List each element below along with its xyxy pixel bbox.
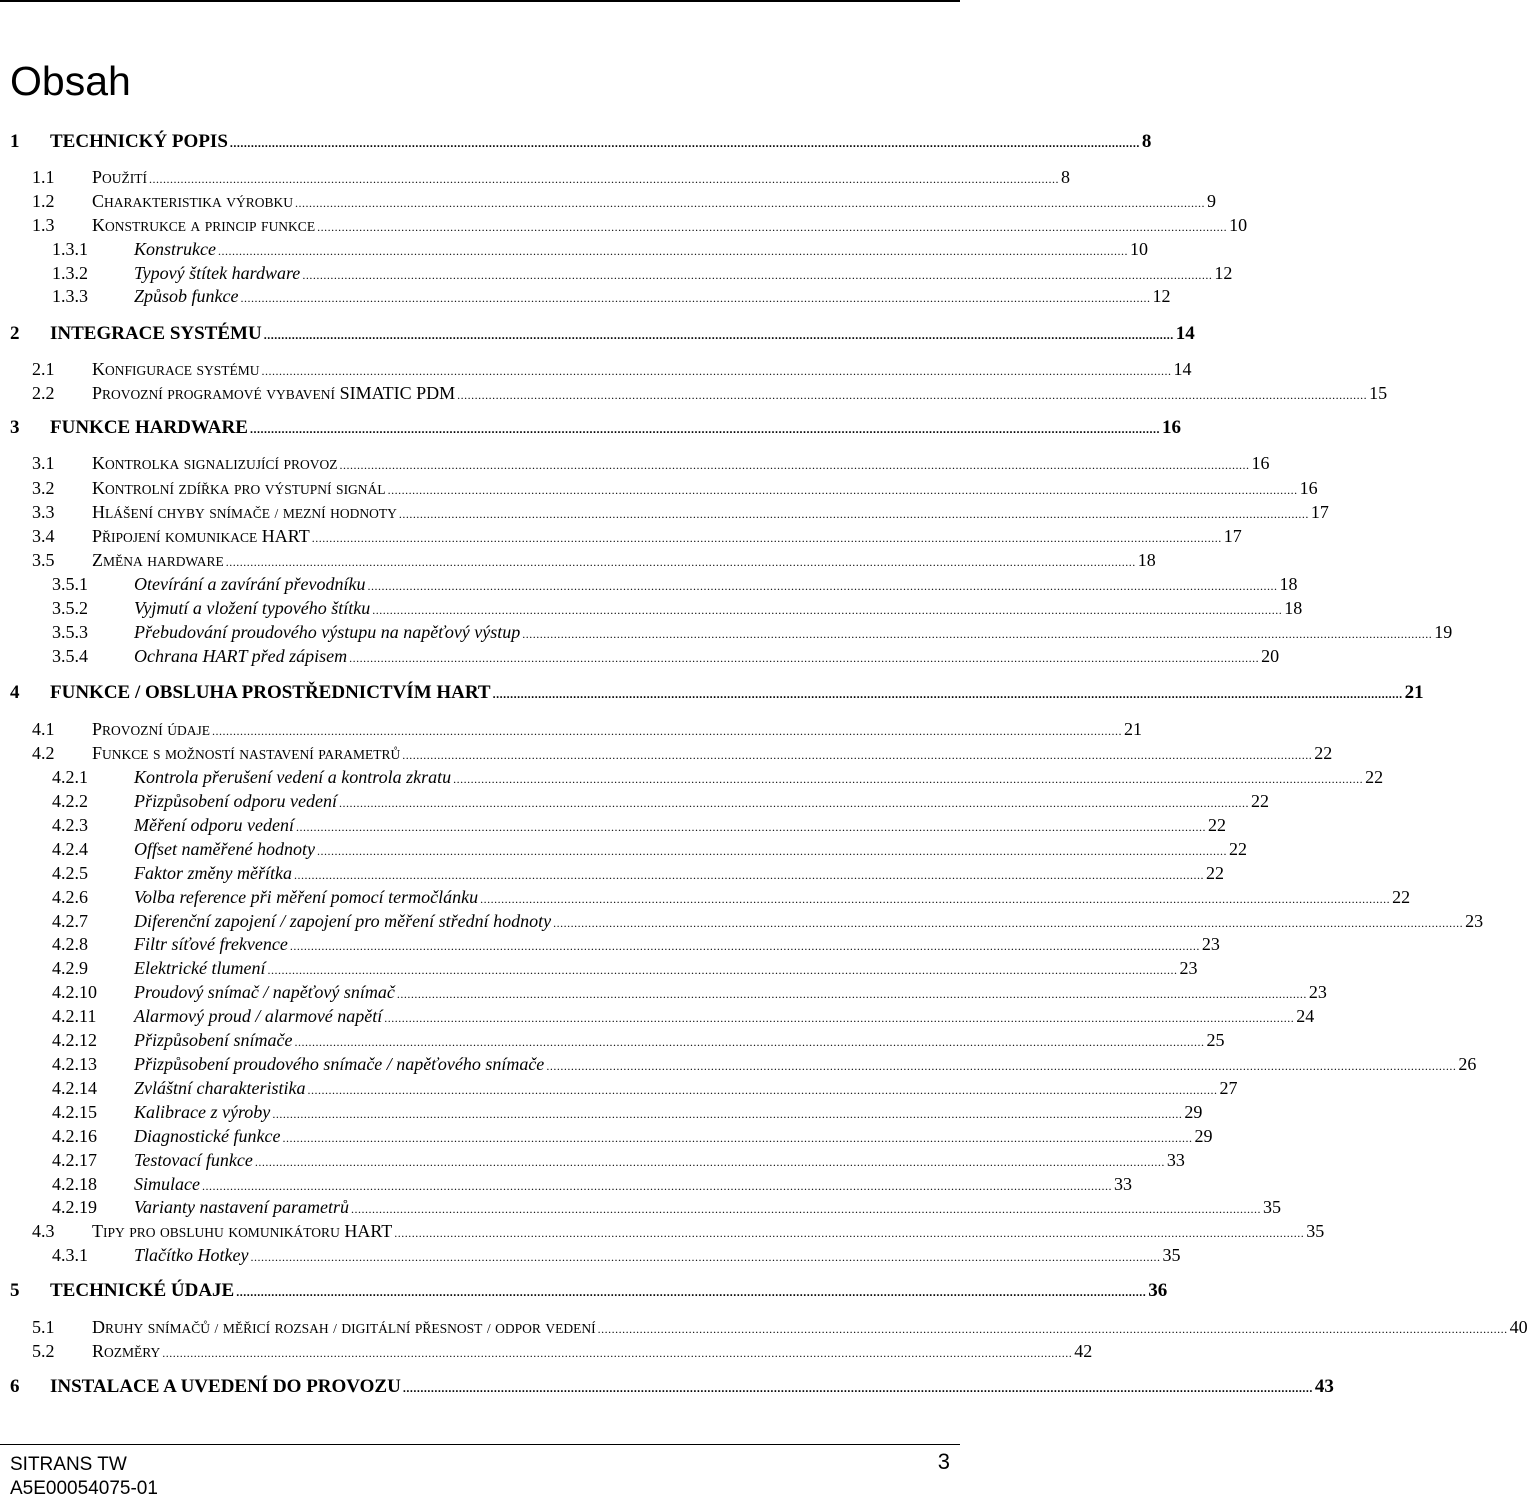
- toc-entry-title: Diferenční zapojení / zapojení pro měření střední hodnoty: [134, 911, 552, 931]
- toc-entry-title: TECHNICKÉ ÚDAJE: [50, 1280, 235, 1301]
- toc-entry-page: 17: [1310, 502, 1329, 522]
- toc-entry-number: 3.5.3: [52, 622, 88, 642]
- toc-dot-leader: ....................................................................................................................................................................................................................................................................: [240, 291, 1151, 305]
- toc-dot-leader: ....................................................................................................................................................................................................................................................................: [254, 1155, 1165, 1169]
- toc-entry-page: 29: [1184, 1102, 1203, 1122]
- toc-dot-leader: ....................................................................................................................................................................................................................................................................: [338, 796, 1249, 810]
- toc-dot-leader: ....................................................................................................................................................................................................................................................................: [250, 1250, 1161, 1264]
- toc-entry-title: FUNKCE S MOŽNOSTÍ NASTAVENÍ PARAMETRŮ: [92, 743, 401, 763]
- toc-entry-page: 23: [1201, 934, 1220, 954]
- toc-entry-page: 22: [1250, 791, 1269, 811]
- toc-entry[interactable]: [0, 910, 1484, 934]
- toc-entry-number: 4: [10, 682, 20, 703]
- footer-document-code: A5E00054075-01: [10, 1478, 158, 1499]
- toc-entry-page: 19: [1434, 622, 1453, 642]
- toc-entry[interactable]: [0, 525, 1242, 549]
- toc-dot-leader: ....................................................................................................................................................................................................................................................................: [453, 772, 1364, 786]
- toc-entry[interactable]: [0, 597, 1303, 621]
- toc-dot-leader: ....................................................................................................................................................................................................................................................................: [402, 748, 1313, 762]
- toc-entry-title: Přebudování proudového výstupu na napěťový výstup: [134, 622, 521, 642]
- toc-dot-leader: ....................................................................................................................................................................................................................................................................: [372, 603, 1283, 617]
- toc-entry[interactable]: [0, 1376, 1334, 1399]
- toc-entry-number: 4.2.12: [52, 1030, 97, 1050]
- toc-entry[interactable]: [0, 382, 1388, 406]
- toc-entry-number: 1.2: [32, 191, 55, 211]
- toc-entry-title: POUŽITÍ: [92, 167, 147, 187]
- footer-page-number: 3: [937, 1449, 950, 1474]
- toc-entry-page: 22: [1207, 815, 1226, 835]
- toc-entry-number: 3.1: [32, 453, 55, 473]
- toc-entry-number: 4.2: [32, 743, 55, 763]
- toc-dot-leader: ....................................................................................................................................................................................................................................................................: [293, 868, 1204, 882]
- toc-entry-page: 14: [1175, 323, 1195, 344]
- footer-rule: [0, 1444, 960, 1445]
- toc-entry-title: Testovací funkce: [134, 1150, 253, 1170]
- toc-entry-page: 35: [1262, 1197, 1281, 1217]
- toc-entry-page: 20: [1261, 646, 1280, 666]
- toc-entry-page: 23: [1308, 982, 1327, 1002]
- toc-entry-number: 4.2.10: [52, 982, 97, 1002]
- toc-dot-leader: ....................................................................................................................................................................................................................................................................: [350, 1202, 1261, 1216]
- toc-entry[interactable]: [0, 501, 1329, 525]
- toc-entry-page: 27: [1219, 1078, 1238, 1098]
- toc-dot-leader: ....................................................................................................................................................................................................................................................................: [316, 844, 1227, 858]
- toc-dot-leader: ....................................................................................................................................................................................................................................................................: [492, 687, 1403, 701]
- toc-entry-number: 4.2.18: [52, 1174, 97, 1194]
- toc-entry[interactable]: [0, 766, 1384, 790]
- toc-entry-page: 8: [1061, 167, 1070, 187]
- toc-entry-number: 5: [10, 1280, 20, 1301]
- toc-entry-number: 1.3.3: [52, 286, 88, 306]
- toc-entry-number: 1: [10, 131, 20, 152]
- toc-entry-number: 4.2.1: [52, 767, 88, 787]
- toc-entry[interactable]: [0, 238, 1148, 262]
- toc-entry[interactable]: [0, 1053, 1477, 1077]
- toc-dot-leader: ....................................................................................................................................................................................................................................................................: [398, 507, 1309, 521]
- toc-entry-page: 15: [1369, 383, 1388, 403]
- toc-entry-title: DRUHY SNÍMAČŮ / MĚŘICÍ ROZSAH / DIGITÁLNÍ PŘESNOST / ODPOR VEDENÍ: [92, 1317, 596, 1337]
- toc-dot-leader: ....................................................................................................................................................................................................................................................................: [295, 196, 1206, 210]
- toc-dot-leader: ....................................................................................................................................................................................................................................................................: [394, 1226, 1305, 1240]
- toc-entry-page: 10: [1229, 215, 1248, 235]
- toc-entry-title: PROVOZNÍ PROGRAMOVÉ VYBAVENÍ SIMATIC PDM: [92, 383, 456, 403]
- toc-entry[interactable]: [0, 933, 1220, 957]
- toc-entry-page: 18: [1279, 574, 1298, 594]
- toc-entry-number: 4.2.14: [52, 1078, 97, 1098]
- toc-entry[interactable]: [0, 262, 1233, 286]
- toc-dot-leader: ....................................................................................................................................................................................................................................................................: [162, 1346, 1073, 1360]
- toc-entry-title: INTEGRACE SYSTÉMU: [50, 323, 262, 344]
- toc-entry-page: 18: [1284, 598, 1303, 618]
- toc-entry[interactable]: [0, 1149, 1185, 1173]
- toc-entry[interactable]: [0, 1101, 1203, 1125]
- toc-entry-number: 4.2.16: [52, 1126, 97, 1146]
- toc-entry[interactable]: [0, 166, 1070, 190]
- toc-entry[interactable]: [0, 214, 1248, 238]
- toc-entry-page: 22: [1365, 767, 1384, 787]
- toc-entry-page: 43: [1314, 1376, 1334, 1397]
- toc-entry-number: 4.2.13: [52, 1054, 97, 1074]
- toc-entry-number: 5.1: [32, 1317, 55, 1337]
- toc-entry-number: 3.5.2: [52, 598, 88, 618]
- toc-entry-page: 21: [1124, 719, 1143, 739]
- toc-entry[interactable]: [0, 131, 1152, 154]
- toc-dot-leader: ....................................................................................................................................................................................................................................................................: [201, 1179, 1112, 1193]
- toc-dot-leader: ....................................................................................................................................................................................................................................................................: [457, 388, 1368, 402]
- toc-entry[interactable]: [0, 1280, 1168, 1303]
- toc-entry[interactable]: [0, 886, 1411, 910]
- toc-entry-title: KONTROLNÍ ZDÍŘKA PRO VÝSTUPNÍ SIGNÁL: [92, 478, 386, 498]
- toc-entry[interactable]: [0, 1125, 1213, 1149]
- toc-dot-leader: ....................................................................................................................................................................................................................................................................: [553, 916, 1464, 930]
- toc-entry-page: 14: [1173, 359, 1192, 379]
- toc-dot-leader: ....................................................................................................................................................................................................................................................................: [249, 422, 1160, 436]
- toc-entry-page: 24: [1296, 1006, 1315, 1026]
- toc-entry[interactable]: [0, 477, 1318, 501]
- toc-entry-number: 4.2.19: [52, 1197, 97, 1217]
- toc-entry-page: 22: [1314, 743, 1333, 763]
- toc-dot-leader: ....................................................................................................................................................................................................................................................................: [229, 136, 1140, 150]
- toc-entry-title: Kontrola přerušení vedení a kontrola zkratu: [134, 767, 452, 787]
- toc-entry-number: 1.3.1: [52, 239, 88, 259]
- toc-entry[interactable]: [0, 1244, 1181, 1268]
- toc-entry-page: 16: [1299, 478, 1318, 498]
- toc-entry-title: KONTROLKA SIGNALIZUJÍCÍ PROVOZ: [92, 453, 338, 473]
- toc-entry-title: Způsob funkce: [134, 286, 239, 306]
- toc-entry[interactable]: [0, 573, 1298, 597]
- footer-product-name: SITRANS TW: [10, 1454, 127, 1475]
- toc-entry-number: 3.5.1: [52, 574, 88, 594]
- toc-entry-page: 33: [1166, 1150, 1185, 1170]
- toc-entry[interactable]: [0, 1173, 1132, 1197]
- toc-dot-leader: ....................................................................................................................................................................................................................................................................: [282, 1131, 1193, 1145]
- toc-dot-leader: ....................................................................................................................................................................................................................................................................: [302, 268, 1213, 282]
- toc-entry-page: 12: [1152, 286, 1171, 306]
- toc-entry-number: 4.2.15: [52, 1102, 97, 1122]
- toc-entry-title: INSTALACE A UVEDENÍ DO PROVOZU: [50, 1376, 401, 1397]
- toc-entry-page: 12: [1214, 263, 1233, 283]
- toc-entry-page: 35: [1162, 1245, 1181, 1265]
- toc-entry-number: 4.2.9: [52, 958, 88, 978]
- toc-entry-title: Kalibrace z výroby: [134, 1102, 271, 1122]
- toc-entry-number: 3.4: [32, 526, 55, 546]
- toc-dot-leader: ....................................................................................................................................................................................................................................................................: [263, 328, 1174, 342]
- toc-entry-title: Proudový snímač / napěťový snímač: [134, 982, 395, 1002]
- toc-entry[interactable]: [0, 1340, 1093, 1364]
- toc-entry-number: 2: [10, 323, 20, 344]
- toc-entry[interactable]: [0, 1077, 1238, 1101]
- toc-entry-title: Vyjmutí a vložení typového štítku: [134, 598, 371, 618]
- toc-entry[interactable]: [0, 1316, 1528, 1340]
- toc-entry-page: 18: [1137, 550, 1156, 570]
- toc-entry[interactable]: [0, 549, 1156, 573]
- toc-entry-title: PROVOZNÍ ÚDAJE: [92, 719, 211, 739]
- toc-entry[interactable]: [0, 742, 1333, 766]
- toc-entry-page: 8: [1141, 131, 1152, 152]
- toc-entry-title: Diagnostické funkce: [134, 1126, 281, 1146]
- toc-dot-leader: ....................................................................................................................................................................................................................................................................: [384, 1011, 1295, 1025]
- toc-dot-leader: ....................................................................................................................................................................................................................................................................: [261, 364, 1172, 378]
- toc-entry-title: Ochrana HART před zápisem: [134, 646, 348, 666]
- toc-entry-page: 21: [1404, 682, 1424, 703]
- toc-entry-title: HLÁŠENÍ CHYBY SNÍMAČE / MEZNÍ HODNOTY: [92, 502, 397, 522]
- toc-entry[interactable]: [0, 1029, 1225, 1053]
- toc-entry-title: CHARAKTERISTIKA VÝROBKU: [92, 191, 294, 211]
- toc-dot-leader: ....................................................................................................................................................................................................................................................................: [295, 820, 1206, 834]
- toc-entry-page: 22: [1228, 839, 1247, 859]
- toc-dot-leader: ....................................................................................................................................................................................................................................................................: [225, 555, 1136, 569]
- toc-dot-leader: ....................................................................................................................................................................................................................................................................: [522, 627, 1433, 641]
- toc-entry-number: 3: [10, 417, 20, 438]
- toc-dot-leader: ....................................................................................................................................................................................................................................................................: [267, 963, 1178, 977]
- toc-dot-leader: ....................................................................................................................................................................................................................................................................: [597, 1322, 1508, 1336]
- toc-entry-number: 5.2: [32, 1341, 55, 1361]
- toc-entry-title: Otevírání a zavírání převodníku: [134, 574, 366, 594]
- toc-entry-page: 17: [1223, 526, 1242, 546]
- toc-entry-title: Filtr síťové frekvence: [134, 934, 288, 954]
- toc-entry-title: FUNKCE / OBSLUHA PROSTŘEDNICTVÍM HART: [50, 682, 491, 703]
- toc-dot-leader: ....................................................................................................................................................................................................................................................................: [349, 651, 1260, 665]
- toc-entry[interactable]: [0, 1196, 1281, 1220]
- toc-entry[interactable]: [0, 452, 1270, 476]
- toc-entry-title: FUNKCE HARDWARE: [50, 417, 248, 438]
- toc-entry-number: 1.3.2: [52, 263, 88, 283]
- toc-entry-title: Typový štítek hardware: [134, 263, 301, 283]
- page-title: Obsah: [10, 58, 131, 104]
- toc-entry-title: TECHNICKÝ POPIS: [50, 131, 228, 152]
- toc-entry-number: 3.5.4: [52, 646, 88, 666]
- toc-entry-number: 4.2.3: [52, 815, 88, 835]
- toc-entry-title: Alarmový proud / alarmové napětí: [134, 1006, 383, 1026]
- toc-dot-leader: ....................................................................................................................................................................................................................................................................: [307, 1083, 1218, 1097]
- toc-entry-page: 36: [1148, 1280, 1168, 1301]
- toc-entry[interactable]: [0, 645, 1280, 669]
- toc-dot-leader: ....................................................................................................................................................................................................................................................................: [317, 220, 1228, 234]
- toc-dot-leader: ....................................................................................................................................................................................................................................................................: [339, 458, 1250, 472]
- toc-dot-leader: ....................................................................................................................................................................................................................................................................: [367, 579, 1278, 593]
- toc-entry[interactable]: [0, 718, 1143, 742]
- toc-entry[interactable]: [0, 814, 1226, 838]
- toc-entry[interactable]: [0, 323, 1195, 346]
- toc-entry-page: 16: [1251, 453, 1270, 473]
- toc-entry[interactable]: [0, 1005, 1315, 1029]
- toc-entry[interactable]: [0, 957, 1198, 981]
- toc-entry-page: 16: [1161, 417, 1181, 438]
- toc-entry-title: ZMĚNA HARDWARE: [92, 550, 224, 570]
- toc-entry-page: 40: [1509, 1317, 1528, 1337]
- toc-entry-page: 26: [1458, 1054, 1477, 1074]
- toc-entry-page: 35: [1306, 1221, 1325, 1241]
- toc-entry-page: 22: [1392, 887, 1411, 907]
- toc-entry-title: PŘIPOJENÍ KOMUNIKACE HART: [92, 526, 310, 546]
- toc-entry-number: 3.3: [32, 502, 55, 522]
- toc-entry[interactable]: [0, 1220, 1325, 1244]
- toc-entry-page: 22: [1205, 863, 1224, 883]
- toc-entry-page: 33: [1113, 1174, 1132, 1194]
- toc-entry-number: 3.2: [32, 478, 55, 498]
- toc-entry[interactable]: [0, 981, 1327, 1005]
- toc-entry[interactable]: [0, 621, 1453, 645]
- toc-entry-title: Měření odporu vedení: [134, 815, 294, 835]
- toc-entry-title: Elektrické tlumení: [134, 958, 266, 978]
- toc-entry-number: 4.3: [32, 1221, 55, 1241]
- toc-entry-number: 6: [10, 1376, 20, 1397]
- toc-dot-leader: ....................................................................................................................................................................................................................................................................: [217, 244, 1128, 258]
- toc-entry-page: 42: [1074, 1341, 1093, 1361]
- toc-entry-number: 4.2.5: [52, 863, 88, 883]
- toc-dot-leader: ....................................................................................................................................................................................................................................................................: [396, 987, 1307, 1001]
- toc-entry[interactable]: [0, 862, 1224, 886]
- toc-entry-number: 4.2.11: [52, 1006, 97, 1026]
- toc-entry-title: TIPY PRO OBSLUHU KOMUNIKÁTORU HART: [92, 1221, 393, 1241]
- toc-entry-title: Tlačítko Hotkey: [134, 1245, 249, 1265]
- toc-entry[interactable]: [0, 682, 1424, 705]
- toc-entry[interactable]: [0, 285, 1171, 309]
- toc-dot-leader: ....................................................................................................................................................................................................................................................................: [294, 1035, 1205, 1049]
- toc-entry-page: 23: [1179, 958, 1198, 978]
- toc-entry-title: KONFIGURACE SYSTÉMU: [92, 359, 260, 379]
- toc-dot-leader: ....................................................................................................................................................................................................................................................................: [402, 1381, 1313, 1395]
- toc-entry-number: 1.1: [32, 167, 55, 187]
- toc-entry-number: 4.2.7: [52, 911, 88, 931]
- toc-entry-number: 4.2.17: [52, 1150, 97, 1170]
- toc-entry-page: 9: [1207, 191, 1217, 211]
- toc-entry-title: Faktor změny měřítka: [134, 863, 292, 883]
- toc-entry-number: 4.2.2: [52, 791, 88, 811]
- toc-dot-leader: ....................................................................................................................................................................................................................................................................: [212, 724, 1123, 738]
- toc-dot-leader: ....................................................................................................................................................................................................................................................................: [272, 1107, 1183, 1121]
- toc-entry-title: ROZMĚRY: [92, 1341, 161, 1361]
- toc-dot-leader: ....................................................................................................................................................................................................................................................................: [387, 483, 1298, 497]
- toc-dot-leader: ....................................................................................................................................................................................................................................................................: [149, 172, 1059, 186]
- toc-entry-title: Offset naměřené hodnoty: [134, 839, 315, 859]
- toc-entry-number: 2.2: [32, 383, 55, 403]
- toc-entry-title: Přizpůsobení odporu vedení: [134, 791, 337, 811]
- toc-dot-leader: ....................................................................................................................................................................................................................................................................: [289, 939, 1200, 953]
- toc-entry-number: 2.1: [32, 359, 55, 379]
- toc-entry-number: 4.1: [32, 719, 55, 739]
- toc-entry-number: 4.3.1: [52, 1245, 88, 1265]
- toc-dot-leader: ....................................................................................................................................................................................................................................................................: [311, 531, 1222, 545]
- toc-entry-title: Volba reference při měření pomocí termočlánku: [134, 887, 479, 907]
- toc-entry-number: 3.5: [32, 550, 55, 570]
- toc-entry-number: 4.2.4: [52, 839, 88, 859]
- toc-entry-page: 25: [1206, 1030, 1225, 1050]
- toc-entry-page: 10: [1129, 239, 1148, 259]
- toc-dot-leader: ....................................................................................................................................................................................................................................................................: [236, 1285, 1147, 1299]
- toc-entry-title: Přizpůsobení proudového snímače / napěťového snímače: [134, 1054, 545, 1074]
- toc-entry[interactable]: [0, 790, 1269, 814]
- toc-entry[interactable]: [0, 190, 1217, 214]
- toc-entry-page: 23: [1465, 911, 1484, 931]
- toc-entry-title: Simulace: [134, 1174, 200, 1194]
- toc-dot-leader: ....................................................................................................................................................................................................................................................................: [546, 1059, 1457, 1073]
- toc-entry[interactable]: [0, 358, 1192, 382]
- toc-entry[interactable]: [0, 417, 1181, 440]
- toc-dot-leader: ....................................................................................................................................................................................................................................................................: [480, 892, 1391, 906]
- toc-entry-title: Přizpůsobení snímače: [134, 1030, 293, 1050]
- toc-entry-title: Varianty nastavení parametrů: [134, 1197, 349, 1217]
- toc-entry-number: 1.3: [32, 215, 55, 235]
- toc-entry-title: Zvláštní charakteristika: [134, 1078, 306, 1098]
- toc-entry-page: 29: [1194, 1126, 1213, 1146]
- toc-entry-number: 4.2.8: [52, 934, 88, 954]
- toc-entry-number: 4.2.6: [52, 887, 88, 907]
- toc-entry-title: KONSTRUKCE A PRINCIP FUNKCE: [92, 215, 316, 235]
- toc-entry-title: Konstrukce: [134, 239, 216, 259]
- toc-entry[interactable]: [0, 838, 1247, 862]
